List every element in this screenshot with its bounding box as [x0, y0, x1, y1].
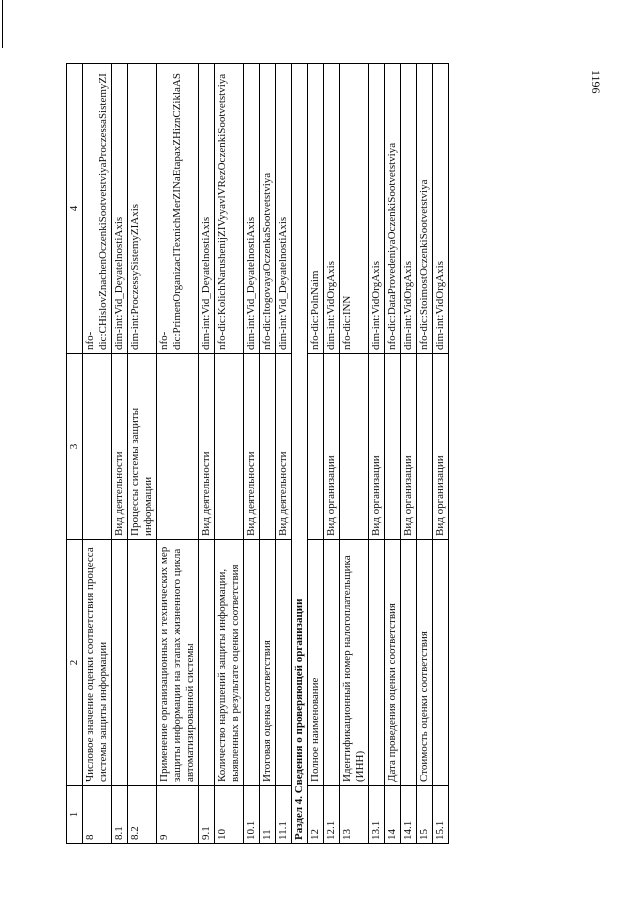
table-cell: dim-int:VidOrgAxis [369, 64, 385, 354]
table-cell [112, 540, 128, 786]
header-cell: 4 [67, 64, 83, 354]
table-cell: Процессы системы защиты информации [128, 354, 157, 540]
table-cell: 13 [340, 786, 369, 844]
table-cell: dim-int:VidOrgAxis [324, 64, 340, 354]
table-row [417, 64, 433, 844]
header-cell: 1 [67, 786, 83, 844]
header-cell: 3 [67, 354, 83, 540]
table-cell: Применение организационных и технических мер защиты информации на этапах жизненного цикла автоматизированной системы [157, 540, 199, 786]
table-cell: 12.1 [324, 786, 340, 844]
table-cell: Стоимость оценки соответствия [417, 540, 433, 786]
table-row [215, 64, 244, 844]
table-cell [199, 540, 215, 786]
table-cell: dim-int:Vid_DeyatelnostiAxis [112, 64, 128, 354]
table-row [385, 64, 401, 844]
table-cell [83, 354, 112, 540]
rotated-table-wrapper [66, 64, 449, 844]
table-cell: Полное наименование [308, 540, 324, 786]
table-cell: nfo-dic:PolnNaim [308, 64, 324, 354]
section-heading: Раздел 4. Сведения о проверяющей организации [292, 64, 308, 844]
table-cell: nfo-dic:DataProvedeniyaOczenkiSootvetstviya [385, 64, 401, 354]
table-cell [215, 354, 244, 540]
table-cell: Вид деятельности [199, 354, 215, 540]
table-cell: dim-int:Vid_DeyatelnostiAxis [244, 64, 260, 354]
table-cell [308, 354, 324, 540]
header-cell: 2 [67, 540, 83, 786]
table-row [340, 64, 369, 844]
table-cell [417, 354, 433, 540]
page-number: 1196 [589, 70, 603, 94]
table-cell: nfo-dic:KolichNarushenijZIVyyavlVRezOczenkiSootvetstviya [215, 64, 244, 354]
table-cell [128, 540, 157, 786]
attributes-table [66, 63, 449, 844]
table-cell [433, 540, 449, 786]
table-row [276, 64, 292, 844]
table-row [83, 64, 112, 844]
table-cell: dim-int:VidOrgAxis [401, 64, 417, 354]
table-cell: 8 [83, 786, 112, 844]
table-cell [385, 354, 401, 540]
table-cell: 15.1 [433, 786, 449, 844]
table-cell: 13.1 [369, 786, 385, 844]
table-cell: dim-int:VidOrgAxis [433, 64, 449, 354]
table-row [112, 64, 128, 844]
table-cell: dim-int:Vid_DeyatelnostiAxis [199, 64, 215, 354]
table-cell: 10 [215, 786, 244, 844]
table-cell: Идентификационный номер налогоплательщика (ИНН) [340, 540, 369, 786]
table-cell: Вид организации [369, 354, 385, 540]
table-cell: dim-int:Vid_DeyatelnostiAxis [276, 64, 292, 354]
table-cell: Количество нарушений защиты информации, выявленных в результате оценки соответствия [215, 540, 244, 786]
table-header-row [67, 64, 83, 844]
table-row [433, 64, 449, 844]
table-cell: 9 [157, 786, 199, 844]
table-cell: 10.1 [244, 786, 260, 844]
margin-mark [2, 0, 3, 48]
table-cell: 11 [260, 786, 276, 844]
table-cell: 8.1 [112, 786, 128, 844]
table-cell [157, 354, 199, 540]
table-cell [324, 540, 340, 786]
table-row [369, 64, 385, 844]
table-cell [244, 540, 260, 786]
table-cell: Вид организации [401, 354, 417, 540]
table-cell: Вид деятельности [244, 354, 260, 540]
table-row [199, 64, 215, 844]
table-cell: nfo-dic:CHislovZnachenOczenkiSootvetstviyaProczessaSistemyZI [83, 64, 112, 354]
table-cell: 11.1 [276, 786, 292, 844]
table-cell: dim-int:ProczessySistemyZIAxis [128, 64, 157, 354]
table-cell: nfo-dic:StoimostOczenkiSootvetstviya [417, 64, 433, 354]
table-cell: 8.2 [128, 786, 157, 844]
section-row [292, 64, 308, 844]
table-cell [260, 354, 276, 540]
table-cell: Вид организации [324, 354, 340, 540]
table-row [324, 64, 340, 844]
table-cell: Итоговая оценка соответствия [260, 540, 276, 786]
table-row [401, 64, 417, 844]
table-row [260, 64, 276, 844]
table-row [308, 64, 324, 844]
table-cell: Дата проведения оценки соответствия [385, 540, 401, 786]
table-cell: nfo-dic:ItogovayaOczenkaSootvetstviya [260, 64, 276, 354]
table-cell [369, 540, 385, 786]
table-row [157, 64, 199, 844]
table-cell: Вид деятельности [112, 354, 128, 540]
table-cell: nfo-dic:PrimenOrganizacITexnichMerZINaEtapaxZHiznCZiklaAS [157, 64, 199, 354]
table-row [128, 64, 157, 844]
table-cell: Вид организации [433, 354, 449, 540]
table-cell: nfo-dic:INN [340, 64, 369, 354]
table-cell: 14 [385, 786, 401, 844]
table-cell: Вид деятельности [276, 354, 292, 540]
table-cell [340, 354, 369, 540]
table-cell [276, 540, 292, 786]
table-cell [401, 540, 417, 786]
table-row [244, 64, 260, 844]
table-cell: 15 [417, 786, 433, 844]
table-cell: 9.1 [199, 786, 215, 844]
table-cell: Числовое значение оценки соответствия процесса системы защиты информации [83, 540, 112, 786]
table-cell: 14.1 [401, 786, 417, 844]
table-cell: 12 [308, 786, 324, 844]
